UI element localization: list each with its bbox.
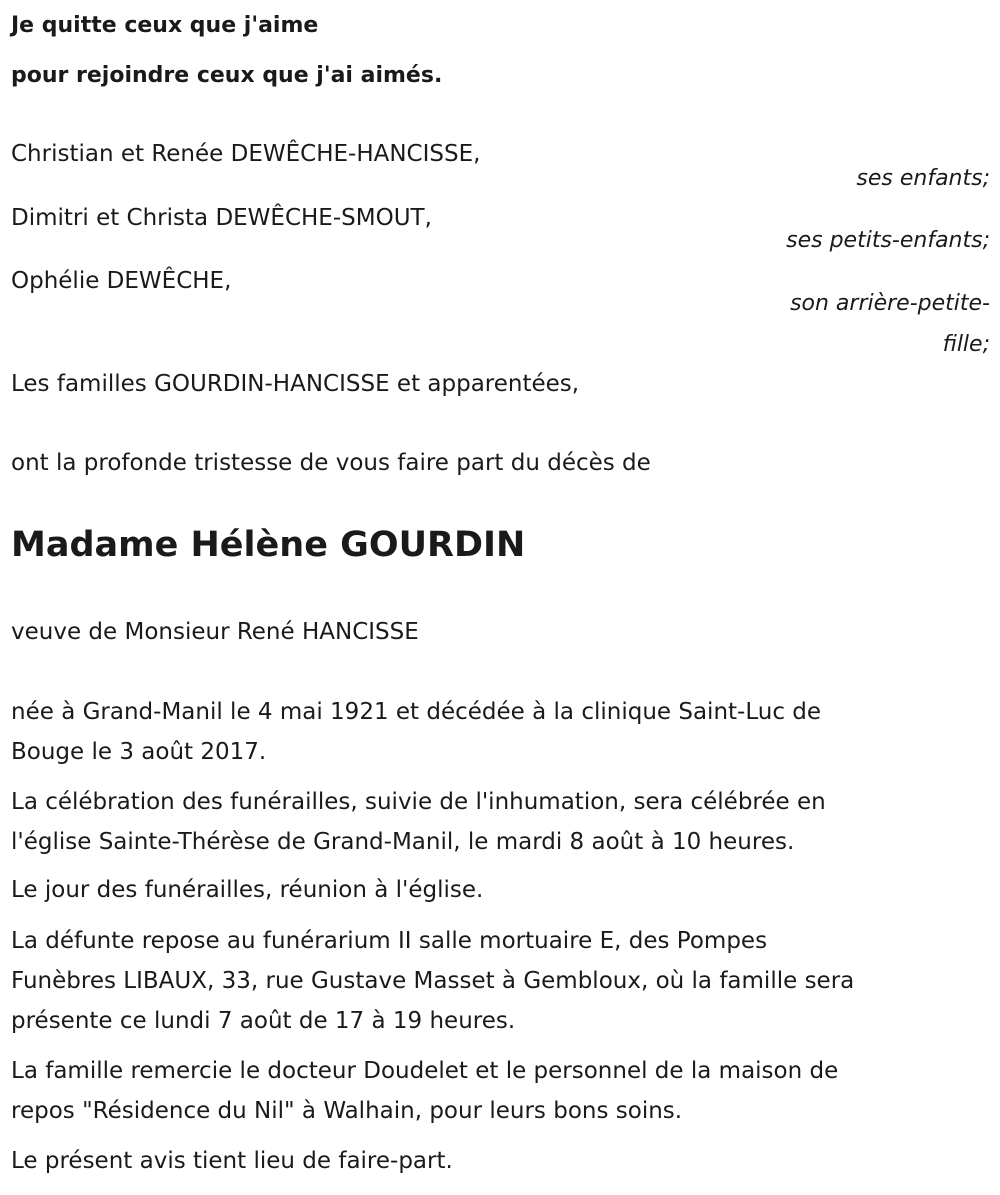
role-children: ses enfants; — [856, 166, 990, 191]
ceremony-line-1: La célébration des funérailles, suivie de l'inhumation, sera célébrée en — [11, 789, 826, 815]
announcement-line: ont la profonde tristesse de vous faire part du décès de — [11, 450, 651, 476]
thanks-line-1: La famille remercie le docteur Doudelet et le personnel de la maison de — [11, 1058, 839, 1084]
gathering-paragraph — [11, 870, 996, 910]
widow-of-line: veuve de Monsieur René HANCISSE — [11, 619, 419, 645]
repose-paragraph — [11, 921, 996, 1041]
birth-death-line-2: Bouge le 3 août 2017. — [11, 739, 267, 765]
birth-death-line-1: née à Grand-Manil le 4 mai 1921 et décédée à la clinique Saint-Luc de — [11, 699, 822, 725]
role-great-grandchild-line-2: fille; — [942, 332, 990, 357]
quote-line-2: pour rejoindre ceux que j'ai aimés. — [11, 63, 443, 88]
notice-line: Le présent avis tient lieu de faire-part. — [11, 1148, 453, 1174]
families-line: Les familles GOURDIN-HANCISSE et apparentées, — [11, 371, 580, 397]
family-member-children: Christian et Renée DEWÊCHE-HANCISSE, — [11, 141, 481, 167]
birth-death-paragraph — [11, 692, 996, 772]
repose-line-1: La défunte repose au funérarium II salle mortuaire E, des Pompes — [11, 928, 768, 954]
ceremony-paragraph — [11, 782, 996, 862]
deceased-name: Madame Hélène GOURDIN — [11, 525, 526, 565]
ceremony-line-2: l'église Sainte-Thérèse de Grand-Manil, le mardi 8 août à 10 heures. — [11, 829, 795, 855]
thanks-paragraph — [11, 1051, 996, 1131]
quote-line-1: Je quitte ceux que j'aime — [11, 13, 319, 38]
role-great-grandchild-line-1: son arrière-petite- — [790, 291, 990, 316]
notice-paragraph — [11, 1141, 996, 1181]
thanks-line-2: repos "Résidence du Nil" à Walhain, pour leurs bons soins. — [11, 1098, 683, 1124]
repose-line-2: Funèbres LIBAUX, 33, rue Gustave Masset à Gembloux, où la famille sera — [11, 968, 855, 994]
repose-line-3: présente ce lundi 7 août de 17 à 19 heures. — [11, 1008, 516, 1034]
family-member-great-grandchild: Ophélie DEWÊCHE, — [11, 268, 232, 294]
role-grandchildren: ses petits-enfants; — [786, 228, 990, 253]
family-member-grandchildren: Dimitri et Christa DEWÊCHE-SMOUT, — [11, 205, 432, 231]
gathering-line: Le jour des funérailles, réunion à l'église. — [11, 877, 484, 903]
